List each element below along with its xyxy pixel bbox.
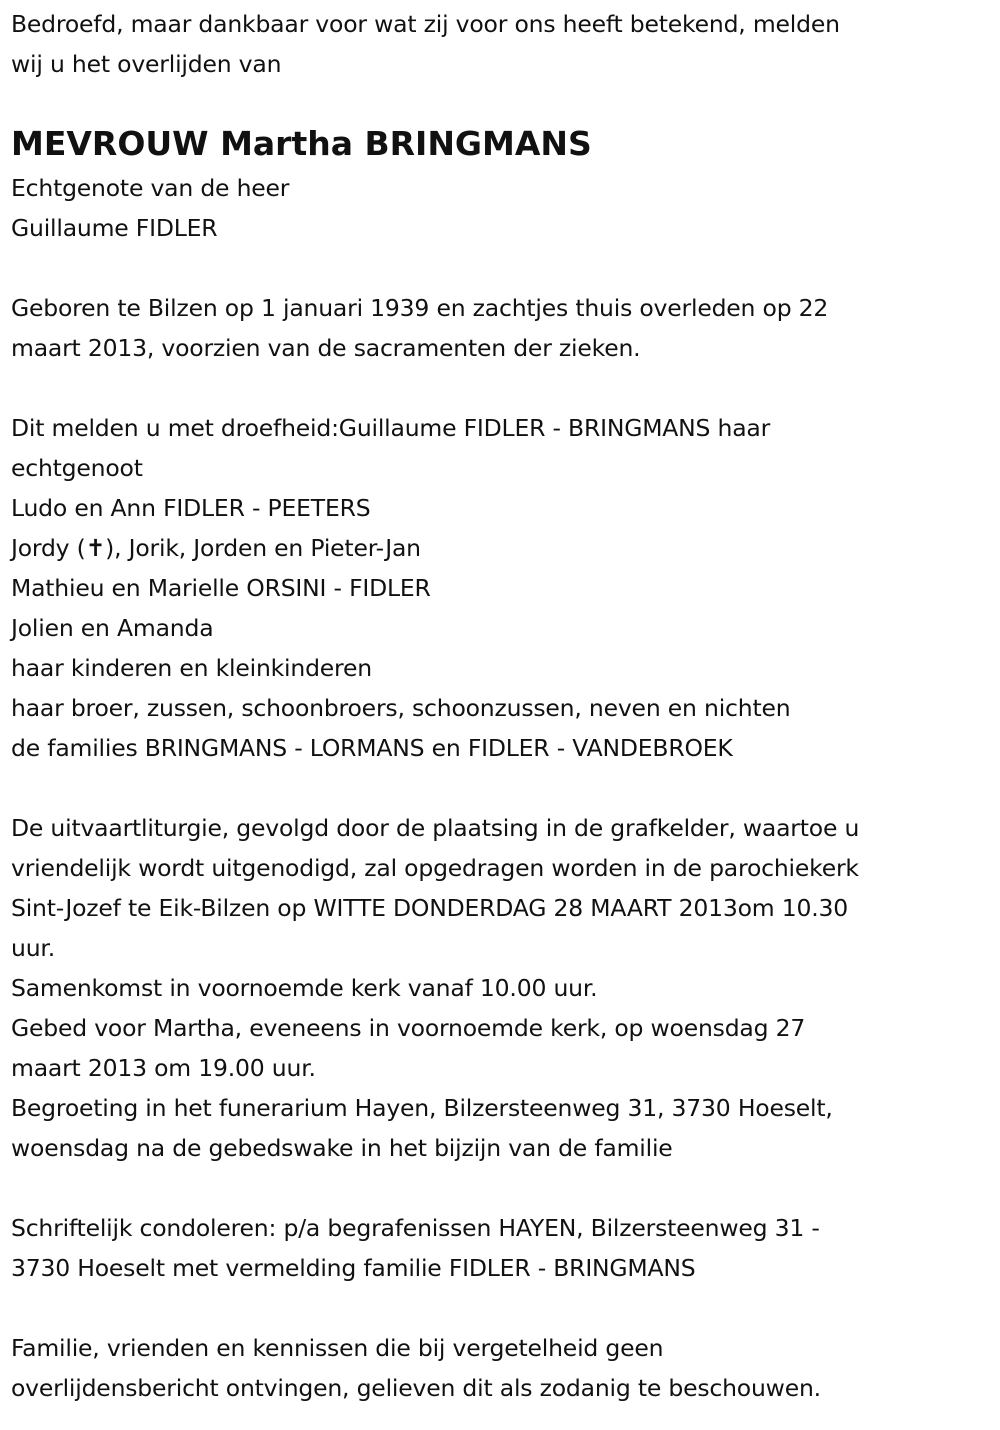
- closing-line: overlijdensbericht ontvingen, gelieven dit als zodanig te beschouwen.: [11, 1374, 821, 1402]
- funeral-line: uur.: [11, 934, 55, 962]
- birth-death-paragraph: [11, 288, 990, 368]
- condolences-line: Schriftelijk condoleren: p/a begrafenissen HAYEN, Bilzersteenweg 31 -: [11, 1214, 820, 1242]
- birth-death-line-2: maart 2013, voorzien van de sacramenten der zieken.: [11, 334, 641, 362]
- spacer: [11, 768, 990, 808]
- closing-line: Familie, vrienden en kennissen die bij vergetelheid geen: [11, 1334, 664, 1362]
- funeral-line: De uitvaartliturgie, gevolgd door de plaatsing in de grafkelder, waartoe u: [11, 814, 860, 842]
- birth-death-line-1: Geboren te Bilzen op 1 januari 1939 en zachtjes thuis overleden op 22: [11, 294, 829, 322]
- mourners-line: Ludo en Ann FIDLER - PEETERS: [11, 494, 371, 522]
- spacer: [11, 248, 990, 288]
- mourners-line: haar broer, zussen, schoonbroers, schoonzussen, neven en nichten: [11, 694, 791, 722]
- spacer: [11, 1288, 990, 1328]
- spacer: [11, 368, 990, 408]
- mourners-paragraph: [11, 408, 990, 768]
- funeral-line: Gebed voor Martha, eveneens in voornoemde kerk, op woensdag 27: [11, 1014, 806, 1042]
- closing-paragraph: [11, 1328, 990, 1408]
- funeral-line: woensdag na de gebedswake in het bijzijn van de familie: [11, 1134, 673, 1162]
- intro-line-2: wij u het overlijden van: [11, 50, 282, 78]
- funeral-line: Sint-Jozef te Eik-Bilzen op WITTE DONDERDAG 28 MAART 2013om 10.30: [11, 894, 849, 922]
- mourners-line: Jordy (✝), Jorik, Jorden en Pieter-Jan: [11, 534, 421, 562]
- condolences-paragraph: [11, 1208, 990, 1288]
- mourners-line: Jolien en Amanda: [11, 614, 214, 642]
- mourners-line: echtgenoot: [11, 454, 143, 482]
- intro-line-1: Bedroefd, maar dankbaar voor wat zij voor ons heeft betekend, melden: [11, 10, 840, 38]
- funeral-line: Begroeting in het funerarium Hayen, Bilzersteenweg 31, 3730 Hoeselt,: [11, 1094, 833, 1122]
- funeral-line: maart 2013 om 19.00 uur.: [11, 1054, 316, 1082]
- mourners-line: Dit melden u met droefheid:Guillaume FIDLER - BRINGMANS haar: [11, 414, 771, 442]
- deceased-name: MEVROUW Martha BRINGMANS: [11, 124, 592, 163]
- intro-paragraph: [11, 4, 990, 84]
- mourners-line: Mathieu en Marielle ORSINI - FIDLER: [11, 574, 431, 602]
- mourners-line: haar kinderen en kleinkinderen: [11, 654, 372, 682]
- spacer: [11, 1168, 990, 1208]
- condolences-line: 3730 Hoeselt met vermelding familie FIDLER - BRINGMANS: [11, 1254, 696, 1282]
- funeral-line: Samenkomst in voornoemde kerk vanaf 10.00 uur.: [11, 974, 598, 1002]
- spouse-line-1: Echtgenote van de heer: [11, 174, 290, 202]
- spouse-paragraph: [11, 168, 990, 248]
- funeral-paragraph: [11, 808, 990, 1168]
- spouse-line-2: Guillaume FIDLER: [11, 214, 218, 242]
- funeral-line: vriendelijk wordt uitgenodigd, zal opgedragen worden in de parochiekerk: [11, 854, 859, 882]
- mourners-line: de families BRINGMANS - LORMANS en FIDLER - VANDEBROEK: [11, 734, 733, 762]
